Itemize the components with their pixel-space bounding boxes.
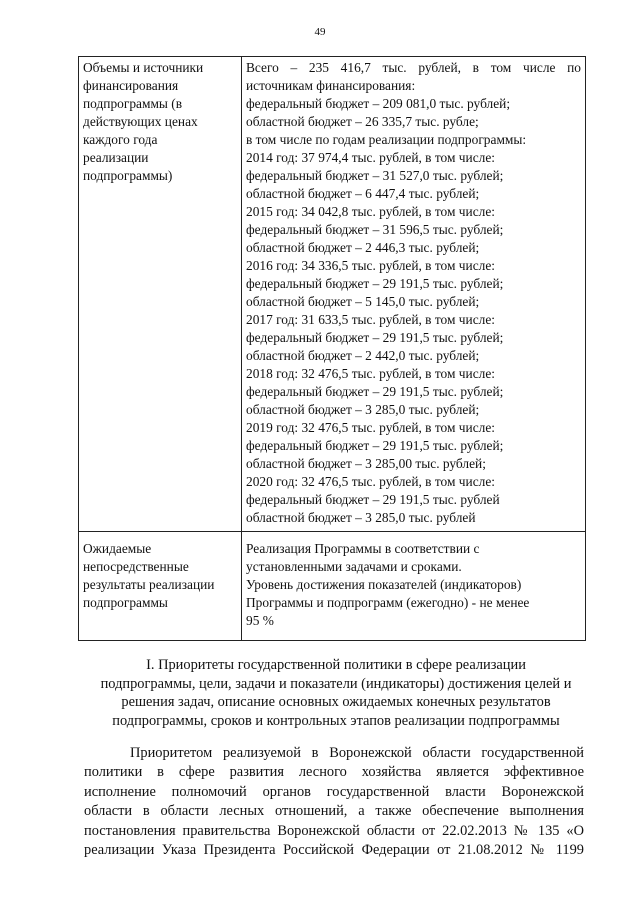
label-line: Ожидаемые <box>83 541 152 556</box>
content-line: областной бюджет – 26 335,7 тыс. рубле; <box>246 114 479 129</box>
body-line: Приоритетом реализуемой в Воронежской области государственной <box>130 745 584 761</box>
financing-label-cell <box>79 57 242 532</box>
content-line: областной бюджет – 2 442,0 тыс. рублей; <box>246 348 480 363</box>
content-line: 95 % <box>246 613 274 628</box>
content-line: Реализация Программы в соответствии с <box>246 541 480 556</box>
content-line: 2020 год: 32 476,5 тыс. рублей, в том числе: <box>246 474 495 489</box>
page-number: 49 <box>314 26 326 38</box>
label-line: реализации <box>83 150 149 165</box>
content-line: федеральный бюджет – 31 527,0 тыс. рублей; <box>246 168 504 183</box>
heading-line: решения задач, описание основных ожидаемых конечных результатов <box>121 694 551 711</box>
content-line: 2015 год: 34 042,8 тыс. рублей, в том числе: <box>246 204 495 219</box>
label-line: подпрограммы (в <box>83 96 183 111</box>
content-line: областной бюджет – 3 285,0 тыс. рублей; <box>246 402 480 417</box>
table-row-results <box>79 532 586 641</box>
content-line: Программы и подпрограмм (ежегодно) - не менее <box>246 595 530 610</box>
section-heading <box>86 656 586 730</box>
results-label-cell <box>79 532 242 641</box>
subprogram-passport-table <box>78 56 586 641</box>
label-line: непосредственные <box>83 559 189 574</box>
financing-content-cell <box>242 57 586 532</box>
content-line: областной бюджет – 6 447,4 тыс. рублей; <box>246 186 480 201</box>
content-line: Всего – 235 416,7 тыс. рублей, в том числе по <box>246 60 581 75</box>
body-line: области в области лесных отношений, а также обеспечение выполнения <box>84 803 584 820</box>
content-line: федеральный бюджет – 29 191,5 тыс. рублей <box>246 492 500 507</box>
body-paragraph <box>84 744 584 860</box>
label-line: подпрограммы <box>83 595 168 610</box>
heading-line: подпрограммы, цели, задачи и показатели (индикаторы) достижения целей и <box>100 675 572 692</box>
results-content-cell <box>242 532 586 641</box>
content-line: Уровень достижения показателей (индикаторов) <box>246 577 522 592</box>
label-line: результаты реализации <box>83 577 215 592</box>
body-line: постановления правительства Воронежской области от 22.02.2013 № 135 «О <box>84 822 584 839</box>
heading-line: подпрограммы, сроков и контрольных этапов реализации подпрограммы <box>112 712 560 729</box>
content-line: областной бюджет – 3 285,0 тыс. рублей <box>246 510 476 525</box>
heading-line: I. Приоритеты государственной политики в сфере реализации <box>146 657 526 673</box>
content-line: областной бюджет – 5 145,0 тыс. рублей; <box>246 294 480 309</box>
table-row-financing <box>79 57 586 532</box>
label-line: подпрограммы) <box>83 168 173 183</box>
content-line: 2019 год: 32 476,5 тыс. рублей, в том числе: <box>246 420 495 435</box>
label-line: действующих ценах <box>83 114 198 129</box>
body-line: реализации Указа Президента Российской Федерации от 21.08.2012 № 1199 <box>84 842 584 859</box>
body-line: политики в сфере развития лесного хозяйства является эффективное <box>84 764 584 781</box>
content-line: федеральный бюджет – 31 596,5 тыс. рублей; <box>246 222 504 237</box>
label-line: финансирования <box>83 78 179 93</box>
content-line: федеральный бюджет – 29 191,5 тыс. рублей; <box>246 438 504 453</box>
content-line: федеральный бюджет – 29 191,5 тыс. рублей; <box>246 276 504 291</box>
content-line: 2016 год: 34 336,5 тыс. рублей, в том числе: <box>246 258 495 273</box>
content-line: федеральный бюджет – 209 081,0 тыс. рублей; <box>246 96 511 111</box>
content-line: федеральный бюджет – 29 191,5 тыс. рублей; <box>246 384 504 399</box>
content-line: установленными задачами и сроками. <box>246 559 462 574</box>
body-line: исполнение полномочий органов государственной власти Воронежской <box>84 783 584 800</box>
content-line: в том числе по годам реализации подпрограммы: <box>246 132 527 147</box>
label-line: каждого года <box>83 132 158 147</box>
content-line: областной бюджет – 3 285,00 тыс. рублей; <box>246 456 486 471</box>
content-line: 2017 год: 31 633,5 тыс. рублей, в том числе: <box>246 312 495 327</box>
content-line: 2018 год: 32 476,5 тыс. рублей, в том числе: <box>246 366 495 381</box>
content-line: федеральный бюджет – 29 191,5 тыс. рублей; <box>246 330 504 345</box>
label-line: Объемы и источники <box>83 60 204 75</box>
content-line: 2014 год: 37 974,4 тыс. рублей, в том числе: <box>246 150 495 165</box>
content-line: источникам финансирования: <box>246 78 416 93</box>
content-line: областной бюджет – 2 446,3 тыс. рублей; <box>246 240 480 255</box>
